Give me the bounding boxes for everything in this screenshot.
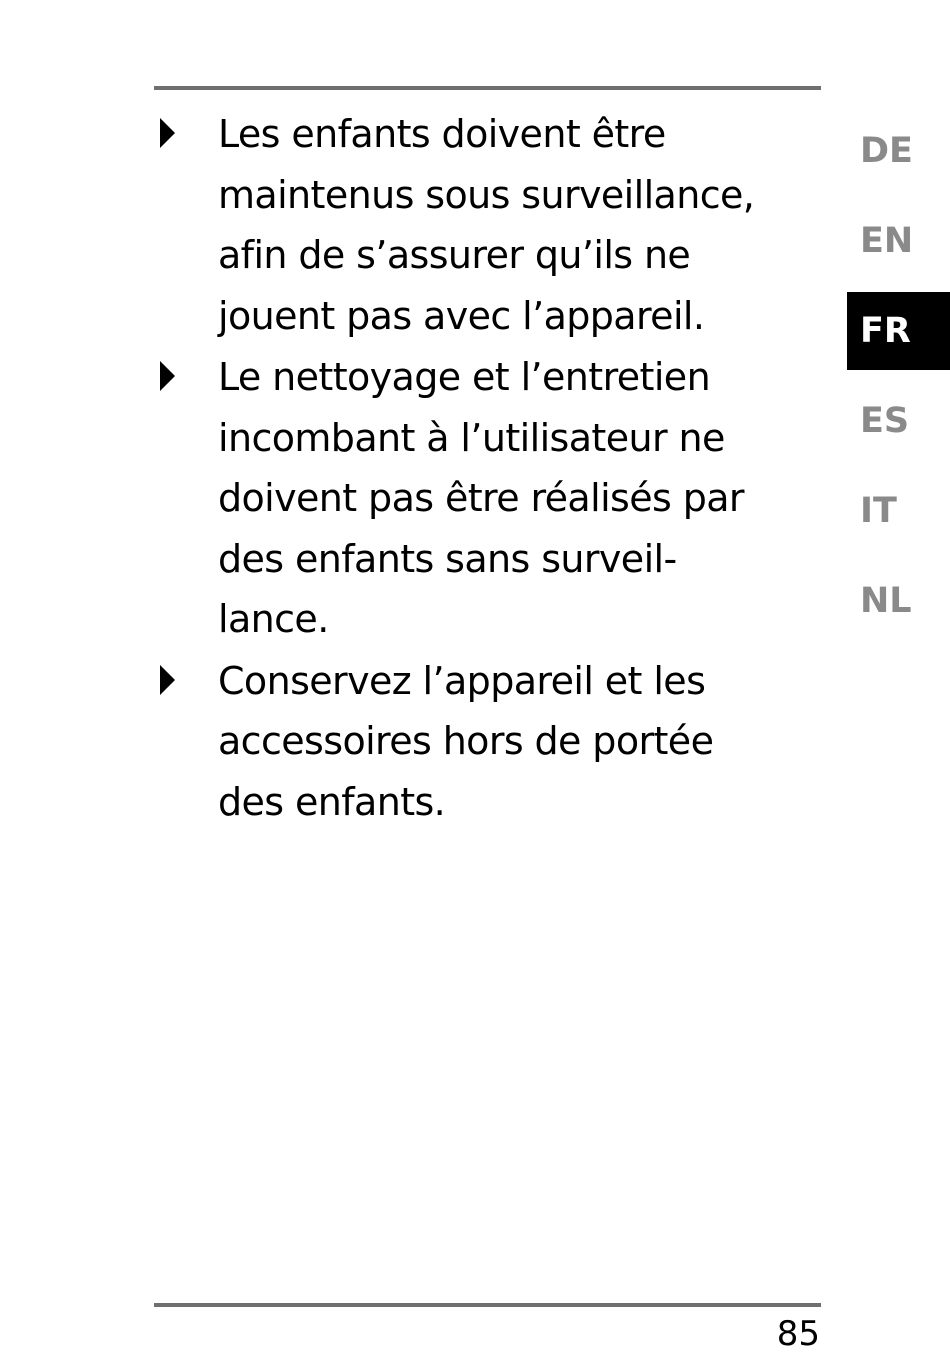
bullet-line: Conservez l’appareil et les [218, 658, 706, 703]
language-tab-fr[interactable]: FR [847, 292, 950, 370]
triangle-right-icon [160, 361, 175, 391]
language-tab-es[interactable]: ES [860, 401, 910, 441]
language-tab-nl[interactable]: NL [860, 581, 912, 621]
bullet-item-children-supervision [154, 104, 824, 346]
bullet-line: des enfants sans surveil- [218, 536, 677, 581]
bullet-line: lance. [218, 597, 329, 641]
top-rule [154, 86, 821, 90]
bullet-item-storage [154, 651, 824, 833]
bottom-rule [154, 1303, 821, 1307]
bullet-line: Les enfants doivent être [218, 112, 666, 156]
page-number: 85 [776, 1314, 820, 1354]
bullet-line: Le nettoyage et l’entretien [218, 355, 711, 399]
bullet-item-cleaning-maintenance [154, 347, 824, 650]
triangle-right-icon [160, 118, 175, 148]
language-tabs [847, 106, 950, 646]
language-tab-de[interactable]: DE [860, 131, 913, 171]
bullet-line: maintenus sous surveillance, [218, 172, 755, 217]
language-tab-en[interactable]: EN [860, 221, 914, 261]
bullet-line: des enfants. [218, 779, 446, 824]
bullet-line: jouent pas avec l’appareil. [218, 293, 705, 338]
safety-instructions [154, 104, 824, 833]
bullet-line: accessoires hors de portée [218, 719, 714, 763]
bullet-line: afin de s’assurer qu’ils ne [218, 233, 691, 277]
language-tab-it[interactable]: IT [860, 491, 897, 531]
bullet-line: incombant à l’utilisateur ne [218, 415, 725, 460]
bullet-line: doivent pas être réalisés par [218, 476, 744, 520]
triangle-right-icon [160, 665, 175, 695]
